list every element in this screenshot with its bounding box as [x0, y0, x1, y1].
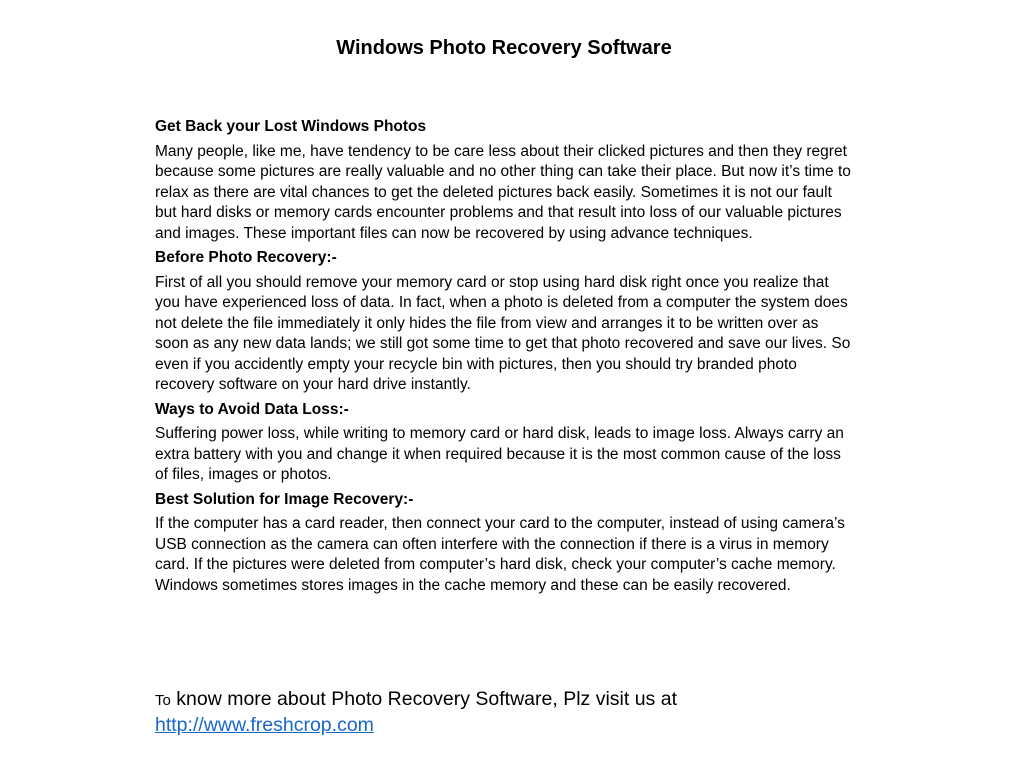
footer-callout [155, 687, 855, 737]
footer-text: know more about Photo Recovery Software, Plz visit us at [170, 688, 677, 710]
section-lost-photos [155, 117, 855, 244]
article-body [155, 117, 855, 600]
section-heading: Before Photo Recovery:- [155, 249, 337, 266]
section-paragraph: Suffering power loss, while writing to memory card or hard disk, leads to image loss. Always carry an extra battery with you and change it when required because it is the most common cause of the loss of files, images or photos. [155, 425, 844, 483]
page-title: Windows Photo Recovery Software [336, 37, 672, 59]
section-heading: Ways to Avoid Data Loss:- [155, 400, 349, 418]
section-paragraph: Many people, like me, have tendency to be care less about their clicked pictures and then they regret because some pictures are really valuable and no other thing can take their place. But now it’s time to relax as there are vital chances to get the deleted pictures back easily. Sometimes it is not our fault but hard disks or memory cards encounter problems and that result into loss of our valuable pictures and images. These important files can now be recovered by using advance techniques. [155, 142, 851, 242]
section-before-recovery [155, 248, 855, 396]
footer-prefix: To [155, 692, 171, 709]
section-paragraph: If the computer has a card reader, then connect your card to the computer, instead of using camera’s USB connection as the camera can often interfere with the connection if there is a virus in memory card. If the pictures were deleted from computer’s hard disk, check your computer’s cache memory. Windows sometimes stores images in the cache memory and these can be easily recovered. [155, 515, 845, 594]
section-avoid-data-loss [155, 400, 855, 486]
section-paragraph: First of all you should remove your memory card or stop using hard disk right once you realize that you have experienced loss of data. In fact, when a photo is deleted from a computer the system does not delete the file immediately it only hides the file from view and arranges it to be written over as soon as any new data lands; we still got some time to get that photo recovered and save our lives. So even if you accidently empty your recycle bin with pictures, then you should try branded photo recovery software on your hard drive instantly. [155, 273, 851, 393]
section-heading: Best Solution for Image Recovery:- [155, 490, 414, 508]
section-heading: Get Back your Lost Windows Photos [155, 118, 427, 135]
section-best-solution [155, 490, 855, 597]
website-link[interactable]: http://www.freshcrop.com [155, 714, 374, 736]
